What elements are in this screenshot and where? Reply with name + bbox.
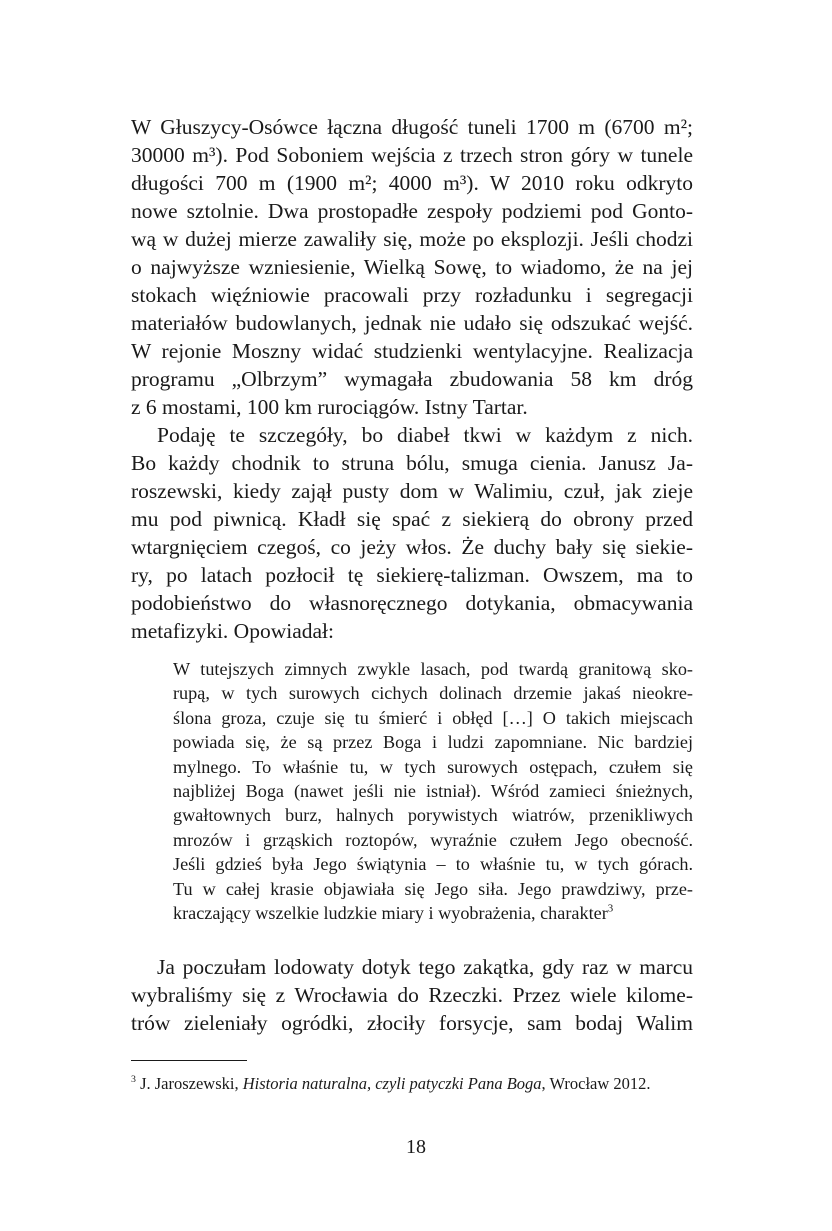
text-line: 30000 m³). Pod Soboniem wejścia z trzech stron góry w tunele — [131, 143, 693, 167]
text-line: wybraliśmy się z Wrocławia do Rzeczki. Przez wiele kilome- — [131, 983, 693, 1007]
text-line: roszewski, kiedy zajął pusty dom w Walimiu, czuł, jak zieje — [131, 479, 693, 503]
paragraph-2 — [131, 421, 693, 645]
quote-line: mylnego. To właśnie tu, w tych surowych ostępach, czułem się — [173, 756, 693, 777]
footnote-reference: 3 — [607, 902, 614, 915]
text-line: wą w dużej mierze zawaliły się, może po eksplozji. Jeśli chodzi — [131, 227, 693, 251]
text-line: długości 700 m (1900 m²; 4000 m³). W 2010 roku odkryto — [131, 171, 693, 195]
text-line: z 6 mostami, 100 km rurociągów. Istny Tartar. — [131, 395, 528, 419]
footnote — [131, 1072, 693, 1096]
footnote-divider — [131, 1060, 247, 1061]
text-line: podobieństwo do własnoręcznego dotykania, obmacywania — [131, 591, 693, 615]
text-line: wtargnięciem czegoś, co jeży włos. Że duchy bały się siekie- — [131, 535, 693, 559]
text-line: W rejonie Moszny widać studzienki wentylacyjne. Realizacja — [131, 339, 693, 363]
quote-line: Jeśli gdzieś była Jego świątynia – to właśnie tu, w tych górach. — [173, 854, 693, 875]
text-line: trów zieleniały ogródki, złociły forsycje, sam bodaj Walim — [131, 1011, 693, 1035]
quote-line: Tu w całej krasie objawiała się Jego siła. Jego prawdziwy, prze- — [173, 878, 693, 899]
paragraph-1 — [131, 113, 693, 421]
quote-last-line-text: kraczający wszelkie ludzkie miary i wyobrażenia, charakter — [173, 902, 608, 923]
footnote-title: Historia naturalna, czyli patyczki Pana Boga — [242, 1074, 542, 1093]
text-line: Ja poczułam lodowaty dotyk tego zakątka, gdy raz w marcu — [157, 955, 693, 979]
text-line: programu „Olbrzym” wymagała zbudowania 58 km dróg — [131, 367, 693, 391]
footnote-mark: 3 — [131, 1074, 136, 1086]
footnote-publication: , Wrocław 2012. — [541, 1074, 651, 1093]
text-line: ry, po latach pozłocił tę siekierę-talizman. Owszem, ma to — [131, 563, 693, 587]
text-line: metafizyki. Opowiadał: — [131, 619, 334, 643]
block-quote — [173, 657, 693, 925]
text-line: nowe sztolnie. Dwa prostopadłe zespoły podziemi pod Gonto- — [131, 199, 693, 223]
quote-line: mrozów i grząskich roztopów, wyraźnie czułem Jego obecność. — [173, 829, 693, 850]
text-line: Bo każdy chodnik to struna bólu, smuga cienia. Janusz Ja- — [131, 451, 693, 475]
quote-line: ślona groza, czuje się tu śmierć i obłęd […] O takich miejscach — [173, 707, 693, 728]
text-line: stokach więźniowie pracowali przy rozładunku i segregacji — [131, 283, 693, 307]
footnote-author: J. Jaroszewski, — [135, 1074, 243, 1093]
quote-line: rupą, w tych surowych cichych dolinach drzemie jakaś nieokre- — [173, 683, 693, 704]
text-line: Podaję te szczegóły, bo diabeł tkwi w każdym z nich. — [157, 423, 693, 447]
paragraph-3 — [131, 953, 693, 1037]
text-line: materiałów budowlanych, jednak nie udało się odszukać wejść. — [131, 311, 693, 335]
quote-line: najbliżej Boga (nawet jeśli nie istniał). Wśród zamieci śnieżnych, — [173, 780, 693, 801]
text-line: mu pod piwnicą. Kładł się spać z siekierą do obrony przed — [131, 507, 693, 531]
page-number: 18 — [406, 1136, 426, 1158]
quote-line: powiada się, że są przez Boga i ludzi zapomniane. Nic bardziej — [173, 732, 693, 753]
quote-line: gwałtownych burz, halnych porywistych wiatrów, przenikliwych — [173, 805, 693, 826]
quote-line — [173, 901, 693, 925]
quote-line: W tutejszych zimnych zwykle lasach, pod twardą granitową sko- — [173, 659, 693, 679]
text-line: W Głuszycy-Osówce łączna długość tuneli 1700 m (6700 m²; — [131, 115, 693, 139]
text-line: o najwyższe wzniesienie, Wielką Sowę, to wiadomo, że na jej — [131, 255, 693, 279]
